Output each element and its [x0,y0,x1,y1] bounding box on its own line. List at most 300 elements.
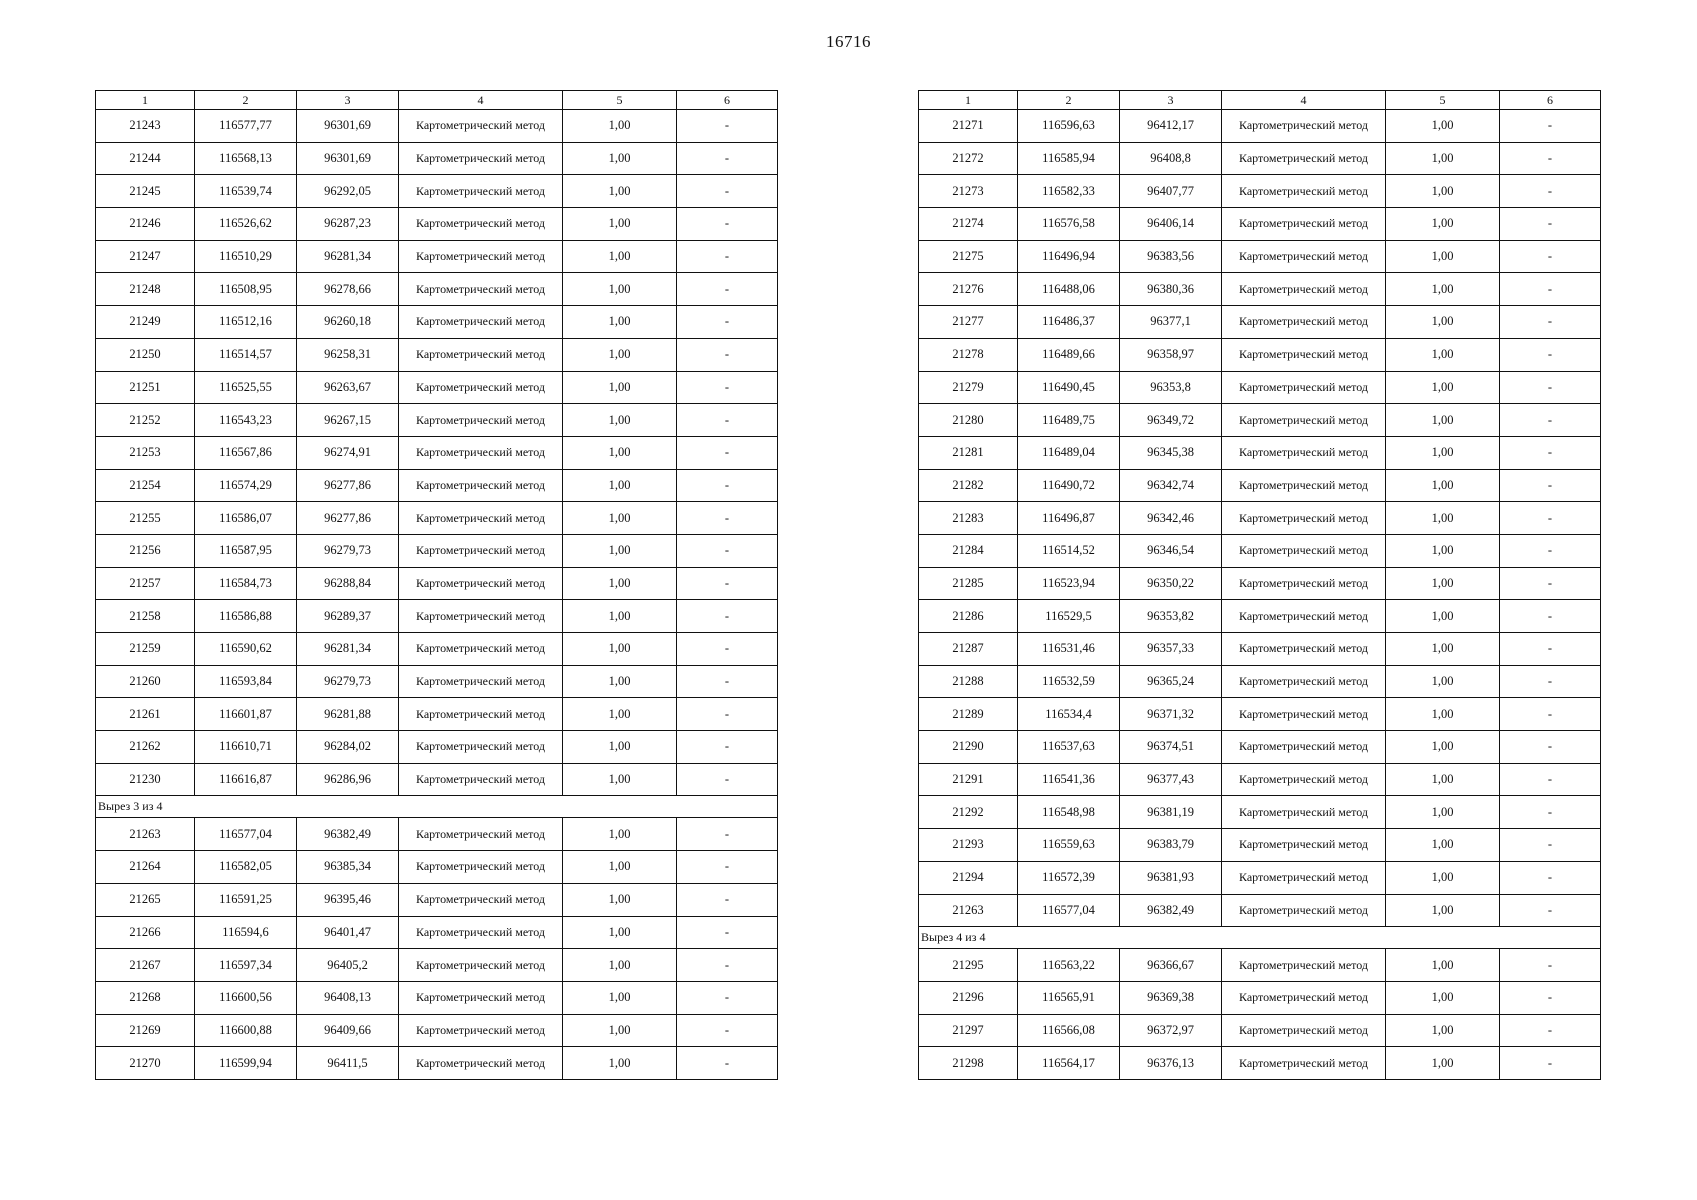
point-number-cell: 21290 [919,731,1018,764]
point-number-cell: 21268 [96,981,195,1014]
table-row [919,175,1601,208]
table-row [96,436,778,469]
y-coordinate-cell: 96281,34 [297,633,399,666]
table-row [919,600,1601,633]
note-cell: - [1500,829,1601,862]
y-coordinate-cell: 96369,38 [1120,981,1222,1014]
x-coordinate-cell: 116534,4 [1018,698,1120,731]
y-coordinate-cell: 96289,37 [297,600,399,633]
accuracy-cell: 1,00 [563,142,677,175]
point-number-cell: 21252 [96,404,195,437]
note-cell: - [677,731,778,764]
column-header-2: 2 [195,91,297,110]
note-cell: - [677,949,778,982]
accuracy-cell: 1,00 [1386,534,1500,567]
method-cell: Картометрический метод [1222,633,1386,666]
accuracy-cell: 1,00 [563,502,677,535]
table-row [96,949,778,982]
note-cell: - [677,142,778,175]
point-number-cell: 21267 [96,949,195,982]
column-header-3: 3 [297,91,399,110]
y-coordinate-cell: 96287,23 [297,208,399,241]
point-number-cell: 21284 [919,534,1018,567]
note-cell: - [677,763,778,796]
note-cell: - [1500,142,1601,175]
table-row [919,861,1601,894]
table-row [919,338,1601,371]
accuracy-cell: 1,00 [563,436,677,469]
table-row [96,698,778,731]
y-coordinate-cell: 96365,24 [1120,665,1222,698]
accuracy-cell: 1,00 [563,371,677,404]
table-row [96,502,778,535]
section-label: Вырез 4 из 4 [919,927,1601,949]
accuracy-cell: 1,00 [563,567,677,600]
point-number-cell: 21285 [919,567,1018,600]
x-coordinate-cell: 116489,66 [1018,338,1120,371]
x-coordinate-cell: 116514,57 [195,338,297,371]
accuracy-cell: 1,00 [1386,110,1500,143]
note-cell: - [1500,404,1601,437]
y-coordinate-cell: 96405,2 [297,949,399,982]
table-row [919,1047,1601,1080]
table-row [96,273,778,306]
point-number-cell: 21280 [919,404,1018,437]
method-cell: Картометрический метод [399,306,563,339]
table-row [919,371,1601,404]
method-cell: Картометрический метод [399,949,563,982]
x-coordinate-cell: 116526,62 [195,208,297,241]
point-number-cell: 21271 [919,110,1018,143]
method-cell: Картометрический метод [1222,208,1386,241]
x-coordinate-cell: 116586,88 [195,600,297,633]
method-cell: Картометрический метод [1222,142,1386,175]
x-coordinate-cell: 116532,59 [1018,665,1120,698]
x-coordinate-cell: 116585,94 [1018,142,1120,175]
y-coordinate-cell: 96381,93 [1120,861,1222,894]
x-coordinate-cell: 116488,06 [1018,273,1120,306]
table-row [919,142,1601,175]
method-cell: Картометрический метод [399,883,563,916]
note-cell: - [1500,665,1601,698]
accuracy-cell: 1,00 [563,404,677,437]
method-cell: Картометрический метод [399,851,563,884]
y-coordinate-cell: 96274,91 [297,436,399,469]
point-number-cell: 21273 [919,175,1018,208]
table-row [919,502,1601,535]
note-cell: - [1500,534,1601,567]
x-coordinate-cell: 116601,87 [195,698,297,731]
x-coordinate-cell: 116591,25 [195,883,297,916]
accuracy-cell: 1,00 [563,698,677,731]
y-coordinate-cell: 96406,14 [1120,208,1222,241]
accuracy-cell: 1,00 [1386,371,1500,404]
table-row [919,796,1601,829]
method-cell: Картометрический метод [399,208,563,241]
note-cell: - [677,371,778,404]
point-number-cell: 21261 [96,698,195,731]
y-coordinate-cell: 96342,46 [1120,502,1222,535]
y-coordinate-cell: 96301,69 [297,142,399,175]
point-number-cell: 21274 [919,208,1018,241]
accuracy-cell: 1,00 [563,1014,677,1047]
method-cell: Картометрический метод [399,404,563,437]
method-cell: Картометрический метод [1222,502,1386,535]
note-cell: - [677,665,778,698]
x-coordinate-cell: 116600,56 [195,981,297,1014]
x-coordinate-cell: 116548,98 [1018,796,1120,829]
x-coordinate-cell: 116566,08 [1018,1014,1120,1047]
table-row [919,731,1601,764]
method-cell: Картометрический метод [1222,567,1386,600]
method-cell: Картометрический метод [399,600,563,633]
table-row [919,665,1601,698]
point-number-cell: 21243 [96,110,195,143]
table-row [96,600,778,633]
y-coordinate-cell: 96374,51 [1120,731,1222,764]
point-number-cell: 21263 [919,894,1018,927]
note-cell: - [1500,600,1601,633]
accuracy-cell: 1,00 [563,818,677,851]
point-number-cell: 21265 [96,883,195,916]
method-cell: Картометрический метод [399,436,563,469]
y-coordinate-cell: 96376,13 [1120,1047,1222,1080]
x-coordinate-cell: 116574,29 [195,469,297,502]
table-row [919,981,1601,1014]
accuracy-cell: 1,00 [1386,567,1500,600]
note-cell: - [677,240,778,273]
table-row [96,1047,778,1080]
note-cell: - [1500,338,1601,371]
table-row [919,829,1601,862]
note-cell: - [1500,861,1601,894]
accuracy-cell: 1,00 [563,273,677,306]
point-number-cell: 21249 [96,306,195,339]
table-row [96,338,778,371]
table-row [96,818,778,851]
table-body [919,110,1601,1080]
method-cell: Картометрический метод [399,1014,563,1047]
y-coordinate-cell: 96278,66 [297,273,399,306]
table-row [96,306,778,339]
point-number-cell: 21259 [96,633,195,666]
accuracy-cell: 1,00 [1386,404,1500,437]
table-row [96,763,778,796]
accuracy-cell: 1,00 [1386,894,1500,927]
point-number-cell: 21277 [919,306,1018,339]
note-cell: - [677,404,778,437]
point-number-cell: 21286 [919,600,1018,633]
table-row [919,763,1601,796]
point-number-cell: 21248 [96,273,195,306]
note-cell: - [1500,110,1601,143]
note-cell: - [1500,273,1601,306]
coordinates-table-right [918,90,1601,1080]
accuracy-cell: 1,00 [563,851,677,884]
note-cell: - [677,981,778,1014]
note-cell: - [1500,731,1601,764]
method-cell: Картометрический метод [1222,1014,1386,1047]
y-coordinate-cell: 96380,36 [1120,273,1222,306]
table-row [919,110,1601,143]
accuracy-cell: 1,00 [1386,949,1500,982]
page-number: 16716 [826,32,871,51]
x-coordinate-cell: 116508,95 [195,273,297,306]
method-cell: Картометрический метод [1222,894,1386,927]
x-coordinate-cell: 116510,29 [195,240,297,273]
point-number-cell: 21293 [919,829,1018,862]
accuracy-cell: 1,00 [563,306,677,339]
table-row [919,273,1601,306]
x-coordinate-cell: 116568,13 [195,142,297,175]
y-coordinate-cell: 96345,38 [1120,436,1222,469]
table-row [96,916,778,949]
method-cell: Картометрический метод [399,698,563,731]
note-cell: - [1500,981,1601,1014]
table-row [96,731,778,764]
method-cell: Картометрический метод [1222,698,1386,731]
method-cell: Картометрический метод [1222,796,1386,829]
x-coordinate-cell: 116559,63 [1018,829,1120,862]
y-coordinate-cell: 96279,73 [297,534,399,567]
note-cell: - [1500,1047,1601,1080]
column-header-3: 3 [1120,91,1222,110]
accuracy-cell: 1,00 [563,981,677,1014]
table-row [96,665,778,698]
point-number-cell: 21247 [96,240,195,273]
note-cell: - [1500,208,1601,241]
accuracy-cell: 1,00 [1386,338,1500,371]
x-coordinate-cell: 116600,88 [195,1014,297,1047]
table-body [96,110,778,1080]
point-number-cell: 21278 [919,338,1018,371]
method-cell: Картометрический метод [1222,1047,1386,1080]
note-cell: - [1500,698,1601,731]
x-coordinate-cell: 116514,52 [1018,534,1120,567]
x-coordinate-cell: 116537,63 [1018,731,1120,764]
x-coordinate-cell: 116577,77 [195,110,297,143]
accuracy-cell: 1,00 [1386,600,1500,633]
x-coordinate-cell: 116597,34 [195,949,297,982]
x-coordinate-cell: 116587,95 [195,534,297,567]
table-row [919,949,1601,982]
accuracy-cell: 1,00 [563,110,677,143]
y-coordinate-cell: 96395,46 [297,883,399,916]
note-cell: - [1500,436,1601,469]
point-number-cell: 21269 [96,1014,195,1047]
y-coordinate-cell: 96357,33 [1120,633,1222,666]
x-coordinate-cell: 116490,45 [1018,371,1120,404]
accuracy-cell: 1,00 [563,338,677,371]
table-row [919,1014,1601,1047]
coordinates-table-left [95,90,778,1080]
column-header-4: 4 [399,91,563,110]
method-cell: Картометрический метод [399,142,563,175]
table-row [919,894,1601,927]
section-row [96,796,778,818]
y-coordinate-cell: 96281,88 [297,698,399,731]
table-row [96,851,778,884]
point-number-cell: 21266 [96,916,195,949]
x-coordinate-cell: 116599,94 [195,1047,297,1080]
x-coordinate-cell: 116523,94 [1018,567,1120,600]
method-cell: Картометрический метод [1222,338,1386,371]
table-row [96,469,778,502]
accuracy-cell: 1,00 [563,949,677,982]
note-cell: - [677,698,778,731]
method-cell: Картометрический метод [399,981,563,1014]
note-cell: - [1500,1014,1601,1047]
accuracy-cell: 1,00 [1386,731,1500,764]
point-number-cell: 21263 [96,818,195,851]
x-coordinate-cell: 116576,58 [1018,208,1120,241]
column-header-1: 1 [919,91,1018,110]
y-coordinate-cell: 96350,22 [1120,567,1222,600]
x-coordinate-cell: 116563,22 [1018,949,1120,982]
method-cell: Картометрический метод [399,534,563,567]
y-coordinate-cell: 96409,66 [297,1014,399,1047]
x-coordinate-cell: 116531,46 [1018,633,1120,666]
accuracy-cell: 1,00 [563,916,677,949]
note-cell: - [677,469,778,502]
method-cell: Картометрический метод [399,110,563,143]
method-cell: Картометрический метод [1222,600,1386,633]
note-cell: - [677,633,778,666]
note-cell: - [677,1014,778,1047]
y-coordinate-cell: 96279,73 [297,665,399,698]
note-cell: - [1500,502,1601,535]
point-number-cell: 21260 [96,665,195,698]
column-header-5: 5 [1386,91,1500,110]
method-cell: Картометрический метод [399,371,563,404]
accuracy-cell: 1,00 [1386,175,1500,208]
accuracy-cell: 1,00 [1386,861,1500,894]
accuracy-cell: 1,00 [563,633,677,666]
section-label: Вырез 3 из 4 [96,796,778,818]
point-number-cell: 21254 [96,469,195,502]
note-cell: - [1500,763,1601,796]
y-coordinate-cell: 96353,8 [1120,371,1222,404]
note-cell: - [677,567,778,600]
method-cell: Картометрический метод [1222,763,1386,796]
column-header-5: 5 [563,91,677,110]
point-number-cell: 21292 [919,796,1018,829]
y-coordinate-cell: 96263,67 [297,371,399,404]
column-header-1: 1 [96,91,195,110]
table-row [96,883,778,916]
x-coordinate-cell: 116512,16 [195,306,297,339]
method-cell: Картометрический метод [1222,981,1386,1014]
note-cell: - [1500,469,1601,502]
point-number-cell: 21257 [96,567,195,600]
x-coordinate-cell: 116616,87 [195,763,297,796]
method-cell: Картометрический метод [1222,436,1386,469]
y-coordinate-cell: 96382,49 [1120,894,1222,927]
accuracy-cell: 1,00 [1386,502,1500,535]
point-number-cell: 21298 [919,1047,1018,1080]
x-coordinate-cell: 116577,04 [195,818,297,851]
y-coordinate-cell: 96381,19 [1120,796,1222,829]
table-row [96,567,778,600]
y-coordinate-cell: 96408,8 [1120,142,1222,175]
x-coordinate-cell: 116577,04 [1018,894,1120,927]
method-cell: Картометрический метод [1222,469,1386,502]
y-coordinate-cell: 96372,97 [1120,1014,1222,1047]
table-row [96,371,778,404]
y-coordinate-cell: 96383,56 [1120,240,1222,273]
method-cell: Картометрический метод [399,818,563,851]
y-coordinate-cell: 96260,18 [297,306,399,339]
table-row [96,208,778,241]
note-cell: - [677,883,778,916]
accuracy-cell: 1,00 [1386,698,1500,731]
method-cell: Картометрический метод [399,502,563,535]
point-number-cell: 21244 [96,142,195,175]
accuracy-cell: 1,00 [563,600,677,633]
table-row [919,469,1601,502]
table-row [919,633,1601,666]
note-cell: - [677,502,778,535]
column-header-6: 6 [677,91,778,110]
table-row [96,404,778,437]
point-number-cell: 21289 [919,698,1018,731]
point-number-cell: 21283 [919,502,1018,535]
y-coordinate-cell: 96366,67 [1120,949,1222,982]
point-number-cell: 21256 [96,534,195,567]
point-number-cell: 21230 [96,763,195,796]
note-cell: - [677,534,778,567]
x-coordinate-cell: 116586,07 [195,502,297,535]
point-number-cell: 21272 [919,142,1018,175]
x-coordinate-cell: 116567,86 [195,436,297,469]
note-cell: - [677,818,778,851]
y-coordinate-cell: 96385,34 [297,851,399,884]
method-cell: Картометрический метод [399,175,563,208]
y-coordinate-cell: 96382,49 [297,818,399,851]
accuracy-cell: 1,00 [1386,796,1500,829]
point-number-cell: 21255 [96,502,195,535]
point-number-cell: 21279 [919,371,1018,404]
table-row [96,142,778,175]
accuracy-cell: 1,00 [1386,240,1500,273]
y-coordinate-cell: 96358,97 [1120,338,1222,371]
method-cell: Картометрический метод [1222,404,1386,437]
y-coordinate-cell: 96346,54 [1120,534,1222,567]
x-coordinate-cell: 116486,37 [1018,306,1120,339]
method-cell: Картометрический метод [1222,306,1386,339]
y-coordinate-cell: 96288,84 [297,567,399,600]
point-number-cell: 21275 [919,240,1018,273]
point-number-cell: 21262 [96,731,195,764]
note-cell: - [1500,633,1601,666]
x-coordinate-cell: 116489,04 [1018,436,1120,469]
point-number-cell: 21264 [96,851,195,884]
table-row [919,436,1601,469]
y-coordinate-cell: 96277,86 [297,502,399,535]
accuracy-cell: 1,00 [563,175,677,208]
accuracy-cell: 1,00 [1386,829,1500,862]
y-coordinate-cell: 96407,77 [1120,175,1222,208]
point-number-cell: 21270 [96,1047,195,1080]
x-coordinate-cell: 116525,55 [195,371,297,404]
y-coordinate-cell: 96353,82 [1120,600,1222,633]
note-cell: - [677,306,778,339]
table-row [919,567,1601,600]
accuracy-cell: 1,00 [563,469,677,502]
note-cell: - [677,916,778,949]
y-coordinate-cell: 96267,15 [297,404,399,437]
y-coordinate-cell: 96377,1 [1120,306,1222,339]
